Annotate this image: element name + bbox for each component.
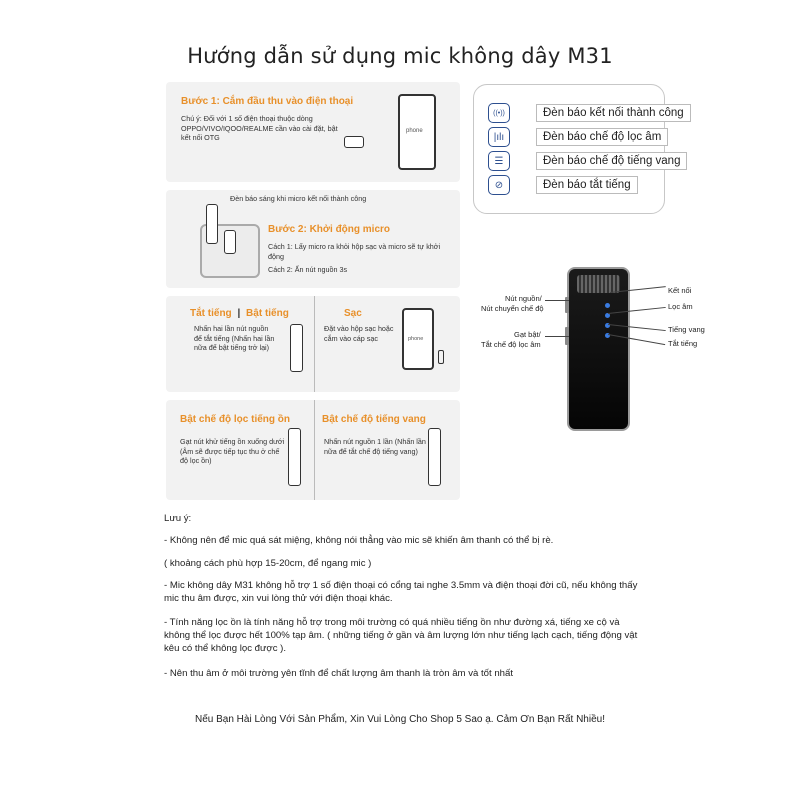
charging-cable-icon: [438, 350, 444, 364]
equalizer-icon: ☰: [488, 151, 510, 171]
phone-illustration: [398, 94, 436, 170]
footer-message: Nếu Bạn Hài Lòng Với Sản Phẩm, Xin Vui Lòng Cho Shop 5 Sao ạ. Cảm Ơn Bạn Rất Nhiều!: [194, 714, 605, 725]
mic-muted-icon: ⊘: [488, 175, 510, 195]
reverb-title: Bật chế độ tiếng vang: [322, 414, 426, 425]
mute-title-b: Bật tiếng: [246, 308, 289, 319]
mute-title: [190, 308, 289, 319]
leader-line: [545, 300, 569, 301]
step2-line1: Cách 1: Lấy micro ra khỏi hộp sạc và micro sẽ tự khởi động: [268, 242, 441, 261]
page-title: Hướng dẫn sử dụng mic không dây M31: [187, 44, 613, 68]
mute-charge-panel: [166, 296, 460, 392]
phone-label: phone: [406, 128, 423, 134]
divider: |: [237, 308, 241, 319]
mute-text: Nhấn hai lần nút nguồn để tắt tiếng (Nhấn hai lần nữa để bật tiếng trở lại): [194, 324, 275, 352]
label-mute: Tắt tiếng: [668, 339, 698, 348]
mic-illustration-reverb: [428, 428, 441, 486]
noise-text: Gạt nút khử tiếng ồn xuống dưới (Âm sẽ được tiếp tục thu ở chế độ lọc ồn): [180, 437, 285, 465]
leader-line: [545, 336, 569, 337]
indicator-legend: [473, 84, 684, 214]
label-power-button: Nút nguồn/: [505, 294, 542, 303]
step1-title: Bước 1: Cắm đầu thu vào điện thoại: [181, 96, 354, 107]
mic-illustration-mute: [290, 324, 303, 372]
phone-illustration-charge: [402, 308, 434, 370]
label-connect: Kết nối: [668, 286, 692, 295]
legend-label: Đèn báo chế độ lọc âm: [536, 128, 668, 146]
legend-item: [488, 103, 684, 123]
charge-text: Đặt vào hộp sạc hoặc cắm vào cáp sạc: [324, 324, 394, 343]
connect-led: [605, 303, 610, 308]
legend-item: [488, 175, 654, 195]
legend-item: [488, 127, 662, 147]
legend-label: Đèn báo tắt tiếng: [536, 176, 638, 194]
mute-title-a: Tắt tiếng: [190, 308, 232, 319]
mic-illustration: [206, 204, 218, 244]
legend-item: [488, 151, 681, 171]
step1-panel: [166, 82, 460, 182]
notes-heading: Lưu ý:: [164, 513, 192, 524]
wireless-signal-icon: ((•)): [488, 103, 510, 123]
step2-top-note: Đèn báo sáng khi micro kết nối thành công: [230, 194, 367, 203]
label-power-button-2: Nút chuyển chế độ: [481, 304, 544, 313]
label-reverb: Tiếng vang: [668, 325, 705, 334]
note-item: ( khoảng cách phù hợp 15-20cm, để ngang mic ): [164, 558, 372, 569]
mic-illustration-2: [224, 230, 236, 254]
mic-illustration-noise: [288, 428, 301, 486]
note-item: - Tính năng lọc ồn là tính năng hỗ trợ trong môi trường có quá nhiều tiếng ồn như đường xá, tiếng xe cộ và không thể lọc được hết 100% tạp âm. ( những tiếng ở gần và âm lượng lớn như tiếng lạch cạch, tiếng động vật kêu có thể không lọc được ).: [164, 617, 638, 654]
noise-title: Bật chế độ lọc tiếng ồn: [180, 414, 291, 425]
device-grill: [577, 275, 620, 293]
panel-divider-2: [314, 400, 315, 500]
legend-label: Đèn báo kết nối thành công: [536, 104, 691, 122]
note-item: - Nên thu âm ở môi trường yên tĩnh để chất lượng âm thanh là tròn âm và tốt nhất: [164, 668, 514, 679]
step2-title: Bước 2: Khởi động micro: [268, 224, 391, 235]
note-item: - Không nên để mic quá sát miệng, không nói thẳng vào mic sẽ khiến âm thanh có thể bị rè.: [164, 535, 554, 546]
reverb-text: Nhấn nút nguồn 1 lần (Nhấn lần nữa để tắt chế độ tiếng vang): [324, 437, 426, 456]
noise-reverb-panel: [166, 400, 460, 500]
receiver-dongle-icon: [344, 136, 364, 148]
label-slider: Gạt bật/: [514, 330, 541, 339]
phone-label-charge: phone: [408, 336, 424, 342]
label-filter: Lọc âm: [668, 302, 693, 311]
step2-panel: [166, 190, 460, 288]
charge-title: Sạc: [344, 308, 362, 319]
legend-label: Đèn báo chế độ tiếng vang: [536, 152, 687, 170]
panel-divider: [314, 296, 315, 392]
note-item: - Mic không dây M31 không hỗ trợ 1 số điện thoại có cổng tai nghe 3.5mm và điện thoại đời cũ, nếu không thấy mic thu âm được, xin vui lòng thử với điện thoại khác.: [164, 580, 638, 604]
step1-note: Chú ý: Đối với 1 số điện thoại thuộc dòng OPPO/VIVO/IQOO/REALME cần vào cài đặt, bật kết nối OTG: [181, 114, 338, 142]
label-slider-2: Tắt chế độ lọc âm: [481, 340, 541, 349]
step2-line2: Cách 2: Ấn nút nguồn 3s: [268, 265, 348, 274]
sound-wave-icon: |ılı: [488, 127, 510, 147]
